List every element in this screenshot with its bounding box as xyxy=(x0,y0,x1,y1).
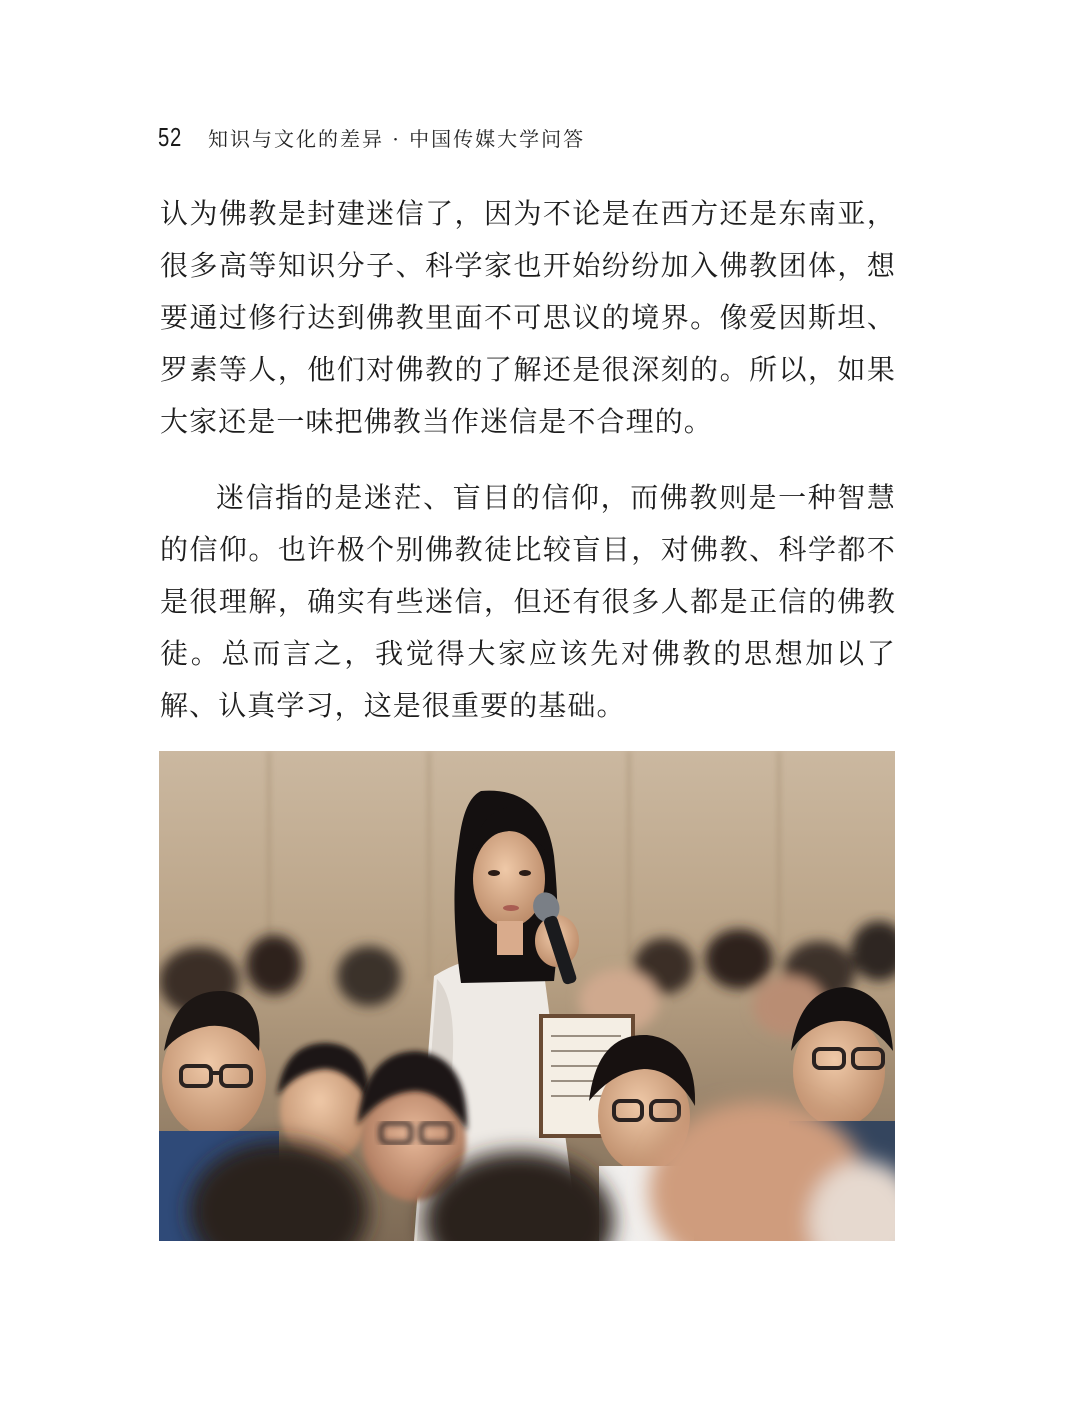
audience-photo xyxy=(159,751,895,1241)
book-title: 知识与文化的差异 · 中国传媒大学问答 xyxy=(208,127,586,151)
body-paragraph-1: 认为佛教是封建迷信了，因为不论是在西方还是东南亚，很多高等知识分子、科学家也开始纷纷加入佛教团体，想要通过修行达到佛教里面不可思议的境界。像爱因斯坦、罗素等人，他们对佛教的了解还是很深刻的。所以，如果大家还是一味把佛教当作迷信是不合理的。 xyxy=(160,197,896,438)
running-header xyxy=(158,122,585,158)
page-number: 52 xyxy=(158,122,183,152)
body-paragraph-2: 迷信指的是迷茫、盲目的信仰，而佛教则是一种智慧的信仰。也许极个别佛教徒比较盲目，对佛教、科学都不是很理解，确实有些迷信，但还有很多人都是正信的佛教徒。总而言之，我觉得大家应该先对佛教的思想加以了解、认真学习，这是很重要的基础。 xyxy=(160,481,896,722)
